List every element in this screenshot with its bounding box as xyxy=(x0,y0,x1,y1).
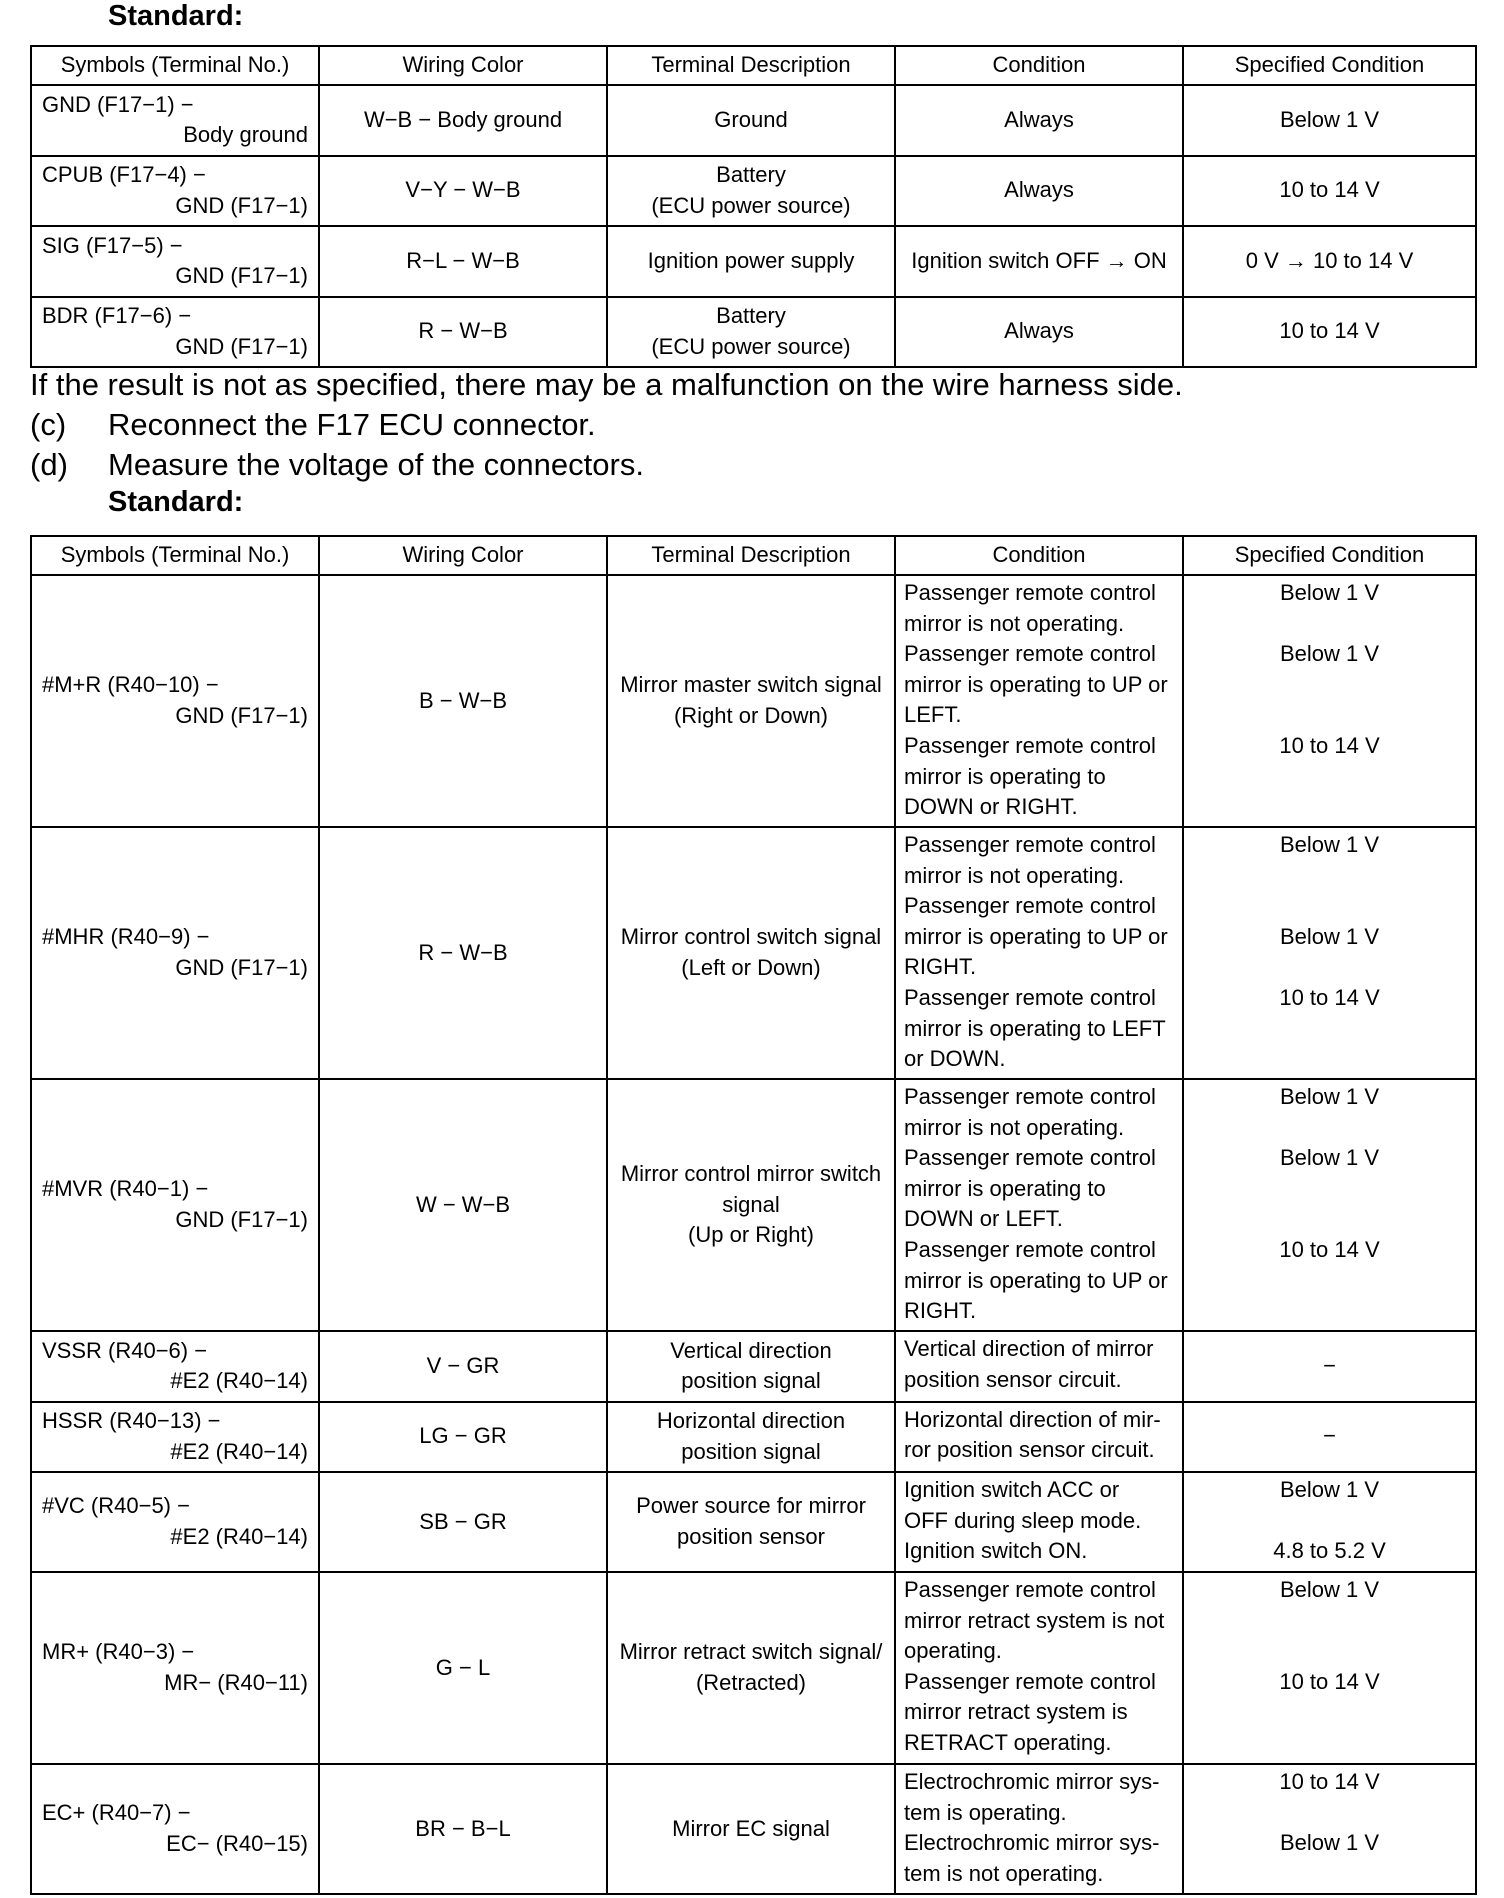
symbol-terminal: #M+R (R40−10) − xyxy=(42,672,219,698)
terminal-description-cell xyxy=(607,575,895,827)
specified-condition-cell xyxy=(1183,827,1476,1079)
description-line: Battery xyxy=(716,162,786,188)
table-row xyxy=(31,575,1476,827)
terminal-description-cell xyxy=(607,156,895,227)
terminal-description-cell xyxy=(607,1079,895,1331)
symbol-cell xyxy=(31,1331,319,1402)
header-specified-condition: Specified Condition xyxy=(1183,46,1476,85)
table-row xyxy=(31,1764,1476,1894)
step-c-label: (c) xyxy=(30,407,67,442)
symbol-cell xyxy=(31,226,319,297)
specified-condition-cell xyxy=(1183,1079,1476,1331)
condition-line: DOWN or LEFT. xyxy=(904,1206,1063,1232)
terminal-description-cell xyxy=(607,1331,895,1402)
condition-line: Passenger remote control xyxy=(904,832,1156,857)
table-row xyxy=(31,1079,1476,1331)
symbol-ground: EC− (R40−15) xyxy=(166,1831,308,1856)
symbol-terminal: GND (F17−1) − xyxy=(42,91,194,117)
condition-line: mirror retract system is xyxy=(904,1699,1128,1725)
symbol-terminal: HSSR (R40−13) − xyxy=(42,1408,221,1434)
symbol-terminal: SIG (F17−5) − xyxy=(42,232,183,258)
symbol-ground: #E2 (R40−14) xyxy=(170,1438,308,1464)
condition-line: Vertical direction of mirror xyxy=(904,1336,1154,1361)
symbol-ground: Body ground xyxy=(183,122,308,148)
description-line: (ECU power source) xyxy=(651,333,851,359)
condition-line: or DOWN. xyxy=(904,1046,1006,1072)
specified-condition-cell xyxy=(1183,1764,1476,1894)
condition-line: Passenger remote control xyxy=(904,1084,1156,1109)
description-line: (Left or Down) xyxy=(681,955,821,980)
terminal-description-cell xyxy=(607,85,895,156)
condition-line: mirror is operating to UP or xyxy=(904,923,1168,949)
specified-condition-cell xyxy=(1183,226,1476,297)
condition-line: mirror is operating to UP or xyxy=(904,1267,1168,1293)
condition-cell xyxy=(895,827,1183,1079)
table-header-row xyxy=(31,536,1476,575)
table-row xyxy=(31,1572,1476,1764)
condition-cell xyxy=(895,1079,1183,1331)
symbol-terminal: BDR (F17−6) − xyxy=(42,303,192,329)
description-line: (Up or Right) xyxy=(688,1222,814,1248)
description-line: position sensor xyxy=(677,1524,825,1549)
specified-condition-cell xyxy=(1183,85,1476,156)
spec-line: Below 1 V xyxy=(1279,106,1380,132)
description-line: signal xyxy=(722,1191,780,1217)
condition-line: Passenger remote control xyxy=(904,1145,1156,1171)
condition-line: RETRACT operating. xyxy=(904,1729,1112,1755)
symbol-cell xyxy=(31,297,319,368)
symbol-cell xyxy=(31,1572,319,1764)
specified-condition-cell xyxy=(1183,297,1476,368)
header-symbols: Symbols (Terminal No.) xyxy=(31,536,319,575)
symbol-terminal: CPUB (F17−4) − xyxy=(42,162,206,188)
terminal-description-cell xyxy=(607,1572,895,1764)
condition-cell xyxy=(895,1472,1183,1572)
condition-cell xyxy=(895,297,1183,368)
header-condition: Condition xyxy=(895,46,1183,85)
specified-condition-cell xyxy=(1183,1331,1476,1402)
spec-line: 0 V → 10 to 14 V xyxy=(1245,247,1414,273)
table-row xyxy=(31,156,1476,227)
table-row xyxy=(31,297,1476,368)
condition-line: Passenger remote control xyxy=(904,1577,1156,1602)
condition-line: mirror is operating to xyxy=(904,1175,1106,1201)
symbol-cell xyxy=(31,1764,319,1894)
condition-line: Passenger remote control xyxy=(904,641,1156,667)
wiring-color-cell: G − L xyxy=(319,1572,607,1764)
wiring-color-cell: V−Y − W−B xyxy=(319,156,607,227)
condition-cell xyxy=(895,1764,1183,1894)
description-line: Mirror control switch signal xyxy=(620,924,882,950)
spec-line: − xyxy=(1323,1423,1336,1449)
condition-line: Horizontal direction of mir- xyxy=(904,1406,1161,1432)
terminal-description-cell xyxy=(607,226,895,297)
symbol-cell xyxy=(31,575,319,827)
condition-line: mirror is operating to xyxy=(904,763,1106,789)
wiring-color-cell: B − W−B xyxy=(319,575,607,827)
condition-line: Passenger remote control xyxy=(904,1668,1156,1694)
step-d xyxy=(30,447,644,483)
description-line: position signal xyxy=(681,1438,821,1464)
symbol-ground: MR− (R40−11) xyxy=(164,1670,308,1695)
wiring-color-cell: V − GR xyxy=(319,1331,607,1402)
condition-line: mirror is operating to UP or xyxy=(904,671,1168,697)
description-line: Ground xyxy=(714,106,788,132)
header-wiring-color: Wiring Color xyxy=(319,536,607,575)
description-line: Power source for mirror xyxy=(636,1493,866,1519)
wiring-color-cell: R − W−B xyxy=(319,297,607,368)
header-terminal-description: Terminal Description xyxy=(607,536,895,575)
condition-line: position sensor circuit. xyxy=(904,1366,1122,1392)
condition-cell xyxy=(895,85,1183,156)
specified-condition-cell xyxy=(1183,156,1476,227)
condition-line: OFF during sleep mode. xyxy=(904,1507,1142,1533)
table-header-row xyxy=(31,46,1476,85)
condition-line: operating. xyxy=(904,1638,1002,1664)
condition-line: Passenger remote control xyxy=(904,1236,1156,1262)
symbol-ground: GND (F17−1) xyxy=(175,1207,308,1232)
standard-table-2 xyxy=(30,535,1477,1895)
condition-line: Ignition switch ACC or xyxy=(904,1477,1120,1502)
table-row xyxy=(31,1402,1476,1473)
condition-line: RIGHT. xyxy=(904,1298,977,1324)
symbol-cell xyxy=(31,85,319,156)
specified-condition-cell xyxy=(1183,1572,1476,1764)
description-line: Battery xyxy=(716,303,786,329)
condition-cell xyxy=(895,1331,1183,1402)
symbol-terminal: MR+ (R40−3) − xyxy=(42,1639,195,1665)
spec-line: Below 1 V xyxy=(1279,1830,1380,1856)
terminal-description-cell xyxy=(607,1764,895,1894)
condition-cell xyxy=(895,1402,1183,1473)
symbol-ground: #E2 (R40−14) xyxy=(170,1368,308,1394)
description-line: (ECU power source) xyxy=(651,192,851,218)
spec-line: Below 1 V xyxy=(1279,1145,1380,1171)
wiring-color-cell: W−B − Body ground xyxy=(319,85,607,156)
description-line: (Retracted) xyxy=(695,1670,807,1695)
wiring-color-cell: SB − GR xyxy=(319,1472,607,1572)
symbol-ground: GND (F17−1) xyxy=(175,703,308,728)
symbol-ground: #E2 (R40−14) xyxy=(170,1524,308,1549)
symbol-cell xyxy=(31,156,319,227)
condition-line: LEFT. xyxy=(904,702,962,728)
table-row xyxy=(31,85,1476,156)
spec-line: Below 1 V xyxy=(1279,641,1380,667)
step-d-label: (d) xyxy=(30,447,68,482)
symbol-ground: GND (F17−1) xyxy=(175,333,308,359)
standard-heading-2: Standard: xyxy=(108,486,244,518)
condition-cell xyxy=(895,226,1183,297)
condition-line: tem is operating. xyxy=(904,1799,1067,1825)
condition-line: Passenger remote control xyxy=(904,732,1156,758)
condition-line: mirror is not operating. xyxy=(904,1114,1125,1140)
step-c-text: Reconnect the F17 ECU connector. xyxy=(108,407,596,442)
spec-line: 10 to 14 V xyxy=(1279,177,1380,203)
symbol-cell xyxy=(31,827,319,1079)
terminal-description-cell xyxy=(607,1402,895,1473)
specified-condition-cell xyxy=(1183,575,1476,827)
description-line: Vertical direction xyxy=(670,1337,832,1363)
condition-line: Passenger remote control xyxy=(904,893,1156,919)
spec-line: Below 1 V xyxy=(1279,923,1380,949)
symbol-terminal: #VC (R40−5) − xyxy=(42,1493,190,1519)
condition-line: Always xyxy=(1004,177,1074,203)
wiring-color-cell: R − W−B xyxy=(319,827,607,1079)
spec-line: Below 1 V xyxy=(1279,1084,1380,1109)
table-row xyxy=(31,1472,1476,1572)
condition-line: mirror is operating to LEFT xyxy=(904,1015,1166,1041)
header-wiring-color: Wiring Color xyxy=(319,46,607,85)
condition-line: tem is not operating. xyxy=(904,1860,1104,1886)
header-condition: Condition xyxy=(895,536,1183,575)
condition-line: Passenger remote control xyxy=(904,580,1156,605)
header-specified-condition: Specified Condition xyxy=(1183,536,1476,575)
condition-line: DOWN or RIGHT. xyxy=(904,794,1078,820)
condition-line: Always xyxy=(1004,106,1074,132)
condition-line: Passenger remote control xyxy=(904,984,1156,1010)
step-d-text: Measure the voltage of the connectors. xyxy=(108,447,644,482)
wiring-color-cell: R−L − W−B xyxy=(319,226,607,297)
standard-heading-1: Standard: xyxy=(108,0,244,32)
terminal-description-cell xyxy=(607,827,895,1079)
spec-line: 4.8 to 5.2 V xyxy=(1273,1538,1386,1564)
malfunction-note: If the result is not as specified, there may be a malfunction on the wire harness side. xyxy=(30,367,1183,402)
condition-line: mirror is not operating. xyxy=(904,862,1125,888)
condition-line: RIGHT. xyxy=(904,954,977,980)
description-line: Horizontal direction xyxy=(656,1408,846,1434)
table-row xyxy=(31,827,1476,1079)
table-row xyxy=(31,226,1476,297)
condition-cell xyxy=(895,575,1183,827)
condition-line: Electrochromic mirror sys- xyxy=(904,1830,1160,1856)
condition-line: Always xyxy=(1004,318,1074,344)
spec-line: 10 to 14 V xyxy=(1279,1668,1380,1694)
terminal-description-cell xyxy=(607,1472,895,1572)
step-c xyxy=(30,407,596,443)
spec-line: 10 to 14 V xyxy=(1279,318,1380,344)
spec-line: Below 1 V xyxy=(1279,832,1380,857)
description-line: Mirror master switch signal xyxy=(620,672,882,698)
condition-line: Ignition switch OFF → ON xyxy=(911,247,1167,273)
specified-condition-cell xyxy=(1183,1402,1476,1473)
spec-line: 10 to 14 V xyxy=(1279,1236,1380,1262)
spec-line: 10 to 14 V xyxy=(1279,732,1380,758)
condition-cell xyxy=(895,1572,1183,1764)
spec-line: Below 1 V xyxy=(1279,1577,1380,1602)
description-line: Mirror EC signal xyxy=(672,1815,830,1841)
wiring-color-cell: BR − B−L xyxy=(319,1764,607,1894)
symbol-cell xyxy=(31,1079,319,1331)
condition-cell xyxy=(895,156,1183,227)
condition-line: Electrochromic mirror sys- xyxy=(904,1769,1160,1794)
description-line: (Right or Down) xyxy=(673,703,829,728)
spec-line: − xyxy=(1323,1352,1336,1378)
description-line: Ignition power supply xyxy=(647,247,855,273)
spec-line: Below 1 V xyxy=(1279,580,1380,605)
symbol-cell xyxy=(31,1472,319,1572)
condition-line: ror position sensor circuit. xyxy=(904,1437,1155,1463)
condition-line: Ignition switch ON. xyxy=(904,1538,1088,1564)
standard-table-1 xyxy=(30,45,1477,368)
condition-line: mirror is not operating. xyxy=(904,610,1125,636)
header-symbols: Symbols (Terminal No.) xyxy=(31,46,319,85)
symbol-terminal: #MVR (R40−1) − xyxy=(42,1176,209,1202)
spec-line: 10 to 14 V xyxy=(1279,1769,1380,1794)
symbol-cell xyxy=(31,1402,319,1473)
symbol-terminal: EC+ (R40−7) − xyxy=(42,1800,191,1826)
specified-condition-cell xyxy=(1183,1472,1476,1572)
condition-line: mirror retract system is not xyxy=(904,1607,1165,1633)
symbol-terminal: #MHR (R40−9) − xyxy=(42,924,210,950)
table-row xyxy=(31,1331,1476,1402)
symbol-terminal: VSSR (R40−6) − xyxy=(42,1337,208,1363)
spec-line: 10 to 14 V xyxy=(1279,984,1380,1010)
spec-line: Below 1 V xyxy=(1279,1477,1380,1502)
header-terminal-description: Terminal Description xyxy=(607,46,895,85)
description-line: Mirror retract switch signal/ xyxy=(619,1639,883,1665)
wiring-color-cell: LG − GR xyxy=(319,1402,607,1473)
symbol-ground: GND (F17−1) xyxy=(175,192,308,218)
terminal-description-cell xyxy=(607,297,895,368)
description-line: position signal xyxy=(681,1368,821,1394)
symbol-ground: GND (F17−1) xyxy=(175,955,308,980)
description-line: Mirror control mirror switch xyxy=(620,1161,882,1187)
symbol-ground: GND (F17−1) xyxy=(175,263,308,289)
wiring-color-cell: W − W−B xyxy=(319,1079,607,1331)
